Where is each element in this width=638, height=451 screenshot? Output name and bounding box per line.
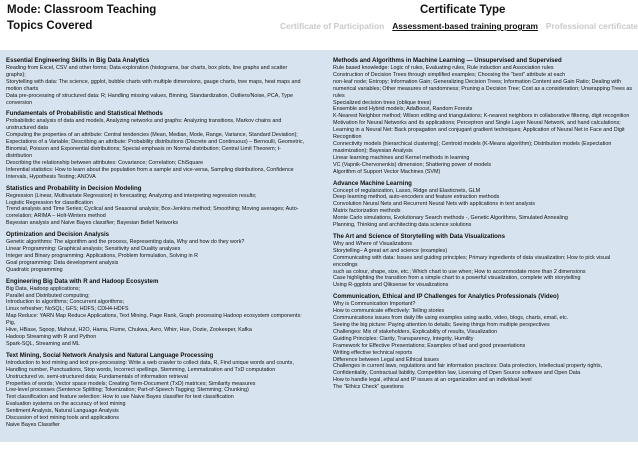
topic-title: Statistics and Probability in Decision Modeling [6, 184, 142, 192]
topic-title: Fundamentals of Probabilistic and Statistical Methods [6, 110, 163, 118]
mode-label: Mode: Classroom Teaching [7, 4, 157, 16]
topic-title: Communication, Ethical and IP Challenges for Analytics Professionals (Video) [333, 293, 559, 301]
left-column [6, 57, 306, 433]
certificate-type-heading: Certificate Type [420, 4, 506, 16]
topic-section [6, 185, 306, 228]
topic-title: Advance Machine Learning [333, 179, 412, 187]
topic-section [333, 233, 633, 289]
topic-body: Big Data, Hadoop applications; Parallel and Distributed computing; Introduction to algorithms; Concurrent algorithms; Linux refresher; NoSQL; GFS; HDFS; CDH4-HDFS Map Reduce: YARN Map Reduce Applications, Text Mining, Page Rank, Graph processing Hadoop ecosystem components: Pig, Hive, HBase, Sqoop, Mahout, H2O, Hama, Flume, Chukwa, Avro, Whirr, Hue, Oozie, Zookeeper, Kafka Hadoop Streaming with R and Python Spark-SQL, Streaming and ML [6, 285, 302, 347]
certificate-options [280, 21, 638, 31]
topic-body: Probabilistic analysis of data and models, Analyzing networks and graphs: Analyzing transitions, Markov chains and unstructured data Computing the properties of an attribute: Central tendencies (Mean, Median, Mode, Range, Variance, Standard Deviation); Expectations of a Variable; Describing an attribute: Probability distributions (Discrete and Continuous) – Bernoulli, Geometric, Binomial, Poisson and Exponential distributions; Special emphasis on Normal distribution; Central Limit Theorem; t-distribution Describing the relationship between attributes: Covariance; Correlation; ChiSquare Inferential statistics: How to learn about the population from a sample and vice-versa, Sampling distributions, Confidence Intervals, Hypothesis Testing; ANOVA [6, 118, 305, 180]
topic-section [6, 110, 306, 180]
header [0, 0, 638, 50]
topic-title: The Art and Science of Storytelling with Data Visualizations [333, 232, 506, 240]
topic-body: Rule based knowledge: Logic of rules, Evaluating rules, Rule induction and Association rules Construction of Decision Trees through simplified examples; Choosing the "best" attribute at each non-leaf node; Entropy; Information Gain; Generalizing Decision Trees; Information Content and Gain Ratio; Dealing with numerical variables; Other measures of randomness; Pruning a Decision Tree; Cost as a consideration; Unwrapping Trees as rules Specialized decision trees (oblique trees) Ensemble and Hybrid models; AdaBoost, Random Forests K-Nearest Neighbor method; Wilson editing and triangulations; K-nearest neighbors in collaborative filtering, digit recognition Motivation for Neural Networks and its applications; Perceptron and Single Layer Neural Network, and hand calculations; Learning in a Neural Net: Back propagation and conjugant gradient techniques; Application of Neural Net in Face and Digit Recognition Connectivity models (hierarchical clustering); Centroid models (K-Means algorithm); Distribution models (Expectation maximization); Bayesian Analysis Linear learning machines and Kernel methods in learning VC (Vapnik-Chervonenkis) dimension; Shattering power of models Algorithm of Support Vector Machines (SVM) [333, 65, 633, 175]
topic-title: Essential Engineering Skills in Big Data Analytics [6, 57, 150, 64]
topic-body: Why is Communication Important? How to communicate effectively: Telling stories Communications issues from daily life using examples using audio, video, blogs, charts, email, etc. Seeing the big picture: Paying attention to details; Seeing things from multiple perspectives Challenges: Mix of stakeholders, Explicability of results, Visualization Guiding Principles: Clarity, Transparency, Integrity, Humility Framework for Effective Presentations; Examples of bad and good presentations Writing effective technical reports Difference between Legal and Ethical issues Challenges in current laws, regulations and fair information practices: Data protection, Intellectual property rights, Confidentiality, Contractual liability, Competition law, Licensing of Open Source software and Open Data How to handle legal, ethical and IP issues at an organization and an individual level The "Ethics Check" questions [333, 301, 603, 391]
topic-section [6, 352, 306, 429]
topic-body: Why and Where of Visualizations Storytelling– A great art and science (examples) Communicating with data: Issues and guiding principles; Primary ingredients of data visualization; How to pick visual encodings such as colour, shape, size, etc.; Which chart to use when; How to accommodate more than 2 dimensions Case highlighting the transition from a simple chart to a powerful visualization, complete with storytelling Using R-ggplots and Qliksense for visualizations [333, 240, 611, 289]
topic-section [333, 293, 633, 391]
topic-body: Introduction to text mining and text pre-processing: Write a web crawler to collect data, R, Find unique words and counts, Handling number, Punctuations, Stop words, Incorrect spellings, Stemming, Lemmatization and TxD computation Unstructured vs. semi-structured data; Fundamentals of information retrieval Properties of words; Vector space models; Creating Term-Document (TxD) matrices; Similarity measures Low-level processes (Sentence Splitting; Tokenization; Part-of-Speech Tagging; Stemming; Chunking) Text classification and feature selection: How to use Naive Bayes classifier for text classification Evaluation systems on the accuracy of text mining Sentiment Analysis, Natural Language Analysis Discussion of text mining tools and applications Naive Bayes Classifier [6, 359, 294, 428]
topic-title: Engineering Big Data with R and Hadoop Ecosystem [6, 277, 159, 285]
right-column [333, 57, 633, 395]
topic-title: Text Mining, Social Network Analysis and Natural Language Processing [6, 351, 214, 359]
topic-section [6, 57, 306, 106]
topic-section [6, 278, 306, 348]
topics-panel [0, 50, 638, 442]
topic-section [333, 57, 633, 176]
topic-section [333, 180, 633, 229]
topic-body: Reading from Excel, CSV and other forms; Data exploration (histograms, bar charts, box plots, line graphs and scatter graphs); Storytelling with data: The science, ggplot, bubble charts with multiple dimensions, gauge charts, tree maps, heat maps and motion charts Data pre-processing of structured data: R; Handling missing values, Binning, Standardization, Outliers/Noise, PCA, Type conversion [6, 65, 301, 106]
topic-body: Concept of regularization, Lasso, Ridge and Elasticnets, GLM Deep learning method, auto-encoders and feature extraction methods Convolution Neural Nets and Recurrent Neural Nets with applications in text analysis Matrix factorization methods Monte Carlo simulations, Evolutionary Search methods -, Genetic Algorithms, Simulated Annealing Planning, Thinking and architecting data science solutions [333, 187, 568, 229]
topics-covered-heading: Topics Covered [7, 20, 93, 32]
certificate-option-participation: Certificate of Participation [280, 21, 385, 31]
topic-section [6, 231, 306, 274]
topic-title: Optimization and Decision Analysis [6, 231, 110, 239]
topic-title: Methods and Algorithms in Machine Learning — Unsupervised and Supervised [333, 57, 562, 64]
certificate-option-professional: Professional certificate [545, 21, 638, 31]
certificate-option-assessment: Assessment-based training program [392, 21, 538, 31]
topic-body: Genetic algorithms: The algorithm and the process, Representing data, Why and how do they work? Linear Programming: Graphical analysis; Sensitivity and Duality analyses Integer and Binary programming: Applications, Problem formulation, Solving in R Goal programming: Data development analysis Quadratic programming [6, 239, 245, 273]
topic-body: Regression (Linear, Multivariate Regression) in forecasting; Analyzing and interpreting regression results; Logistic Regression for classification Trend analysis and Time Series; Cyclical and Seasonal analysis; Box-Jenkins method; Smoothing; Moving averages; Auto- correlation; ARIMA – Holt-Winters method Bayesian analysis and Naive Bayes classifier; Bayesian Belief Networks [6, 192, 299, 227]
